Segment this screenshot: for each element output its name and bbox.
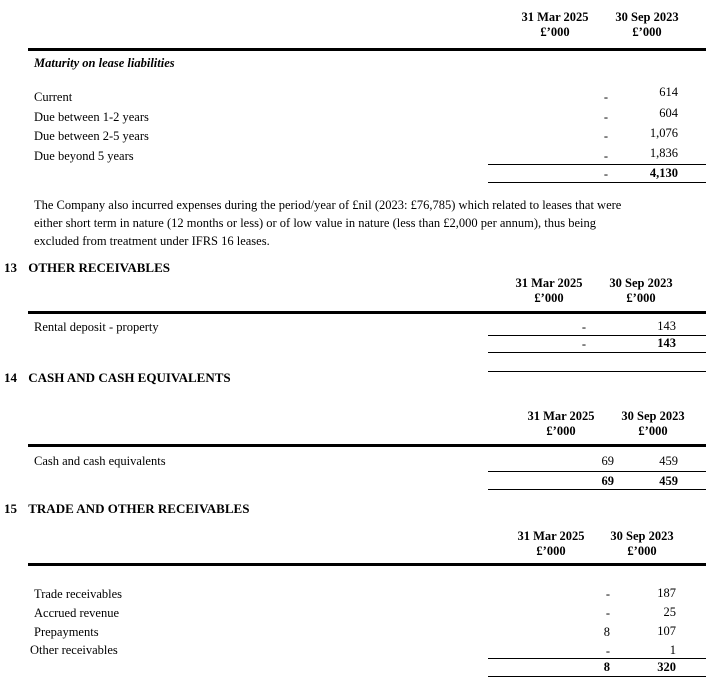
lease-row-c2: 1,836 [649,146,678,160]
s13-total-c1: - [581,337,586,351]
lease-row-label: Due between 2-5 years [34,129,149,143]
s13-row-c1: - [581,320,586,334]
lease-col2-unit: £’000 [632,25,662,39]
lease-note-line: The Company also incurred expenses during the period/year of £nil (2023: £76,785) which related to leases that were [34,198,622,212]
lease-col1-header [510,10,600,40]
s13-total-rule [488,352,706,353]
s13-col1-unit: £’000 [534,291,564,305]
lease-total-rule [488,182,706,183]
lease-row-label: Due between 1-2 years [34,110,149,124]
s15-col2-date: 30 Sep 2023 [610,529,674,543]
section-15-heading [4,501,249,517]
s14-top-rule [488,371,706,372]
s15-total-c1: 8 [603,660,610,674]
lease-note [34,196,621,250]
s14-total-c2: 459 [659,474,678,488]
s15-row-c2: 25 [663,605,676,619]
s14-col1-unit: £’000 [546,424,576,438]
lease-row-c1: - [603,90,608,104]
lease-row-c1: - [603,110,608,124]
lease-row-c1: - [603,129,608,143]
s13-col1-header [504,276,594,306]
s15-row-c1: - [605,587,610,601]
s15-col2-header [597,529,687,559]
lease-row-c1: - [603,149,608,163]
section-15-title: TRADE AND OTHER RECEIVABLES [28,501,250,516]
s14-col1-header [516,409,606,439]
s13-row-label: Rental deposit - property [34,320,159,334]
s14-col2-header [608,409,698,439]
section-14-number: 14 [4,370,17,385]
lease-row-label: Current [34,90,73,104]
s13-header-rule [28,311,706,314]
lease-col1-date: 31 Mar 2025 [521,10,589,24]
lease-row-label: Due beyond 5 years [34,149,134,163]
s15-subtotal-rule [488,658,706,659]
s15-header-rule [28,563,706,566]
s13-total-c2: 143 [657,336,676,350]
s14-col2-unit: £’000 [638,424,668,438]
s15-row-c1: - [605,606,610,620]
s13-col2-date: 30 Sep 2023 [609,276,673,290]
lease-note-line: excluded from treatment under IFRS 16 leases. [34,234,270,248]
s15-col1-header [506,529,596,559]
s14-total-rule [488,489,706,490]
s15-row-c1: - [605,644,610,658]
s15-col2-unit: £’000 [627,544,657,558]
lease-header-rule [28,48,706,51]
section-14-title: CASH AND CASH EQUIVALENTS [28,370,231,385]
s14-row-label: Cash and cash equivalents [34,454,166,468]
s15-total-rule [488,676,706,677]
s13-col2-unit: £’000 [626,291,656,305]
lease-subtotal-rule [488,164,706,165]
section-13-number: 13 [4,260,17,275]
s15-row-label: Other receivables [30,643,118,657]
lease-col2-date: 30 Sep 2023 [615,10,679,24]
s14-col2-date: 30 Sep 2023 [621,409,685,423]
s14-col1-date: 31 Mar 2025 [527,409,595,423]
s14-subtotal-rule [488,471,706,472]
s14-row-c2: 459 [659,454,678,468]
s15-col1-unit: £’000 [536,544,566,558]
lease-subtitle: Maturity on lease liabilities [34,56,175,70]
s15-row-c1: 8 [603,625,610,639]
s13-col1-date: 31 Mar 2025 [515,276,583,290]
section-14-heading [4,370,231,386]
s13-row-c2: 143 [657,319,676,333]
lease-note-line: either short term in nature (12 months or less) or of low value in nature (less than £2,000 per annum), thus being [34,216,597,230]
s15-row-c2: 1 [669,643,676,657]
lease-col2-header [602,10,692,40]
s15-total-c2: 320 [657,660,676,674]
lease-row-c2: 614 [659,85,678,99]
s13-col2-header [596,276,686,306]
s14-row-c1: 69 [601,454,614,468]
section-13-heading [4,260,170,276]
s15-row-label: Prepayments [34,625,99,639]
s15-row-c2: 187 [657,586,676,600]
lease-col1-unit: £’000 [540,25,570,39]
lease-total-c1: - [603,167,608,181]
s15-row-label: Trade receivables [34,587,123,601]
s15-row-c2: 107 [657,624,676,638]
s14-header-rule [28,444,706,447]
section-13-title: OTHER RECEIVABLES [28,260,170,275]
lease-row-c2: 1,076 [649,126,678,140]
lease-row-c2: 604 [659,106,678,120]
s15-row-label: Accrued revenue [34,606,120,620]
s14-total-c1: 69 [601,474,614,488]
section-15-number: 15 [4,501,17,516]
s15-col1-date: 31 Mar 2025 [517,529,585,543]
lease-total-c2: 4,130 [649,166,678,180]
